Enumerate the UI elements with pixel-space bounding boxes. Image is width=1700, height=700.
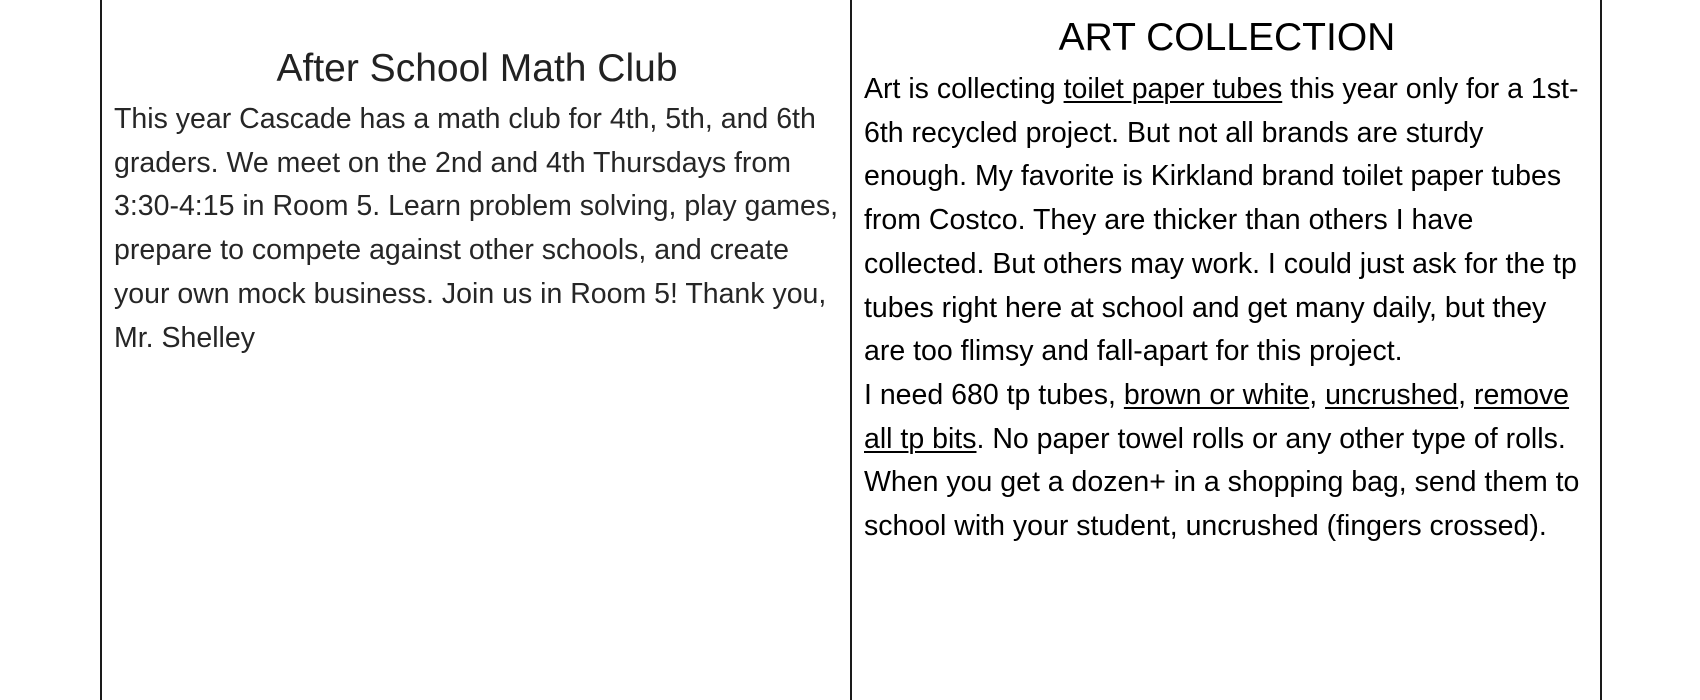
art-paragraph-1 [864, 68, 1586, 374]
underlined-phrase: toilet paper tubes [1063, 73, 1283, 105]
math-club-body: This year Cascade has a math club for 4th, 5th, and 6th graders. We meet on the 2nd and 4th Thursdays from 3:30-4:15 in Room 5. Learn problem solving, play games, prepare to compete against other schools, and create your own mock business. Join us in Room 5! Thank you, Mr. Shelley [114, 103, 838, 354]
art-collection-body [864, 68, 1586, 549]
text-span: . No paper towel rolls or any other type of rolls. When you get a dozen+ in a shopping bag, send them to school with your student, uncrushed (fingers crossed). [864, 422, 1580, 543]
left-border-line [100, 0, 102, 700]
text-span: Art is collecting [864, 73, 1064, 105]
math-club-title: After School Math Club [276, 47, 678, 90]
text-span: I need 680 tp tubes, [864, 378, 1124, 411]
right-border-line [1600, 0, 1602, 700]
underlined-phrase: remove all tp bits [864, 378, 1570, 455]
text-span: , [1458, 378, 1474, 411]
text-span: this year only for a 1st-6th recycled project. But not all brands are sturdy enough. My favorite is Kirkland brand toilet paper tubes from Costco. They are thicker than others I have collected. But others may work. I could just ask for the tp tubes right here at school and get many daily, but they are too flimsy and fall-apart for this project. [864, 73, 1579, 368]
text-span: , [1309, 378, 1326, 411]
underlined-phrase: brown or white [1123, 378, 1310, 411]
art-collection-title: ART COLLECTION [1058, 16, 1396, 59]
art-paragraph-2 [864, 374, 1586, 549]
underlined-phrase: uncrushed [1325, 378, 1459, 411]
